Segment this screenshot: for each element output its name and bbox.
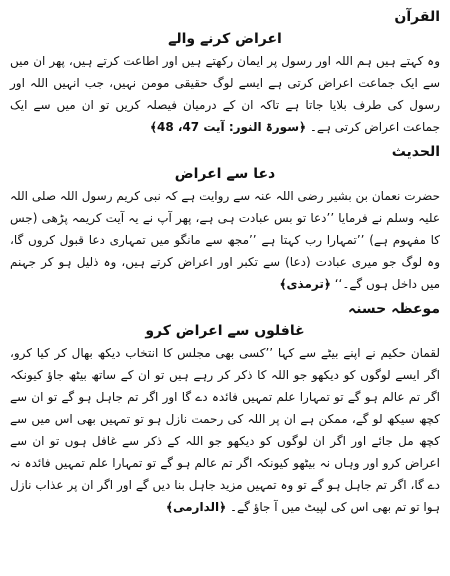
maoiza-subheading: غافلوں سے اعراض کرو: [145, 323, 305, 339]
quran-heading: القرآن: [394, 9, 440, 25]
maoiza-body: لقمان حکیم نے اپنے بیٹے سے کہا ’’کسی بھی مجلس کا انتخاب دیکھ بھال کر کیا کرو، اگر ایسے لوگوں کو دیکھو جو اللہ کا ذکر کر رہے ہیں تو ان کے ساتھ بیٹھ جاؤ کیونکہ اگر تم عالم ہو گے تو تمہارا علم تمہیں فائدہ دے گا اور اگر تم جاہل ہو گے تو ان سے کچھ سیکھ لو گے، ممکن ہے ان پر اللہ کی رحمت نازل ہو تو تمہیں بھی اس میں سے کچھ مل جائے اور اگر ان لوگوں کو دیکھو جو اللہ کے ذکر سے غافل ہوں تو ان سے اعراض کرو اور وہاں نہ بیٹھو کیونکہ اگر تم عالم ہو گے تو تمہارا علم تمہیں فائدہ نہ دے گا، اگر تم جاہل ہو گے تو وہ تمہیں مزید جاہل بنا دیں گے اور اگر ان پر عذاب نازل ہوا تو تم بھی اس کی لپیٹ میں آ جاؤ گے۔: [10, 346, 440, 514]
maoiza-section: [10, 298, 440, 518]
hadith-paragraph: [10, 185, 440, 295]
hadith-heading: الحدیث: [391, 144, 440, 160]
quran-body: وہ کہتے ہیں ہم اللہ اور رسول پر ایمان رکھتے ہیں اور اطاعت کرتے ہیں، پھر ان میں سے ایک جماعت اعراض کرتی ہے ایسے لوگ حقیقی مومن نہیں، جب انہیں اللہ اور رسول کی طرف بلایا جاتا ہے تاکہ ان کے درمیان فیصلہ کریں تو ان میں سے ایک جماعت اعراض کرتی ہے۔: [10, 54, 440, 134]
hadith-body: حضرت نعمان بن بشیر رضی اللہ عنہ سے روایت ہے کہ نبی کریم رسول اللہ صلی اللہ علیہ وسلم نے فرمایا ’’دعا تو بس عبادت ہی ہے، پھر آپ نے یہ آیت کریمہ پڑھی (جس کا مفہوم ہے) ’’تمہارا رب کہتا ہے ’’مجھ سے مانگو میں تمہاری دعا قبول کروں گا، وہ لوگ جو میری عبادت (دعا) سے تکبر اور اعراض کرتے ہیں، وہ ذلیل ہو کر جہنم میں داخل ہوں گے۔‘‘: [10, 189, 440, 291]
maoiza-reference: ﴿الدارمی﴾: [165, 500, 227, 514]
hadith-subheading: دعا سے اعراض: [174, 166, 276, 182]
hadith-reference: ﴿ترمذی﴾: [279, 277, 331, 291]
quran-section: [10, 6, 440, 138]
maoiza-paragraph: [10, 342, 440, 518]
quran-subheading: اعراض کرنے والے: [168, 31, 282, 47]
quran-reference: ﴿سورۃ النور: آیت 47، 48﴾: [149, 120, 307, 134]
maoiza-heading: موعظہ حسنہ: [348, 301, 440, 317]
hadith-section: [10, 141, 440, 295]
quran-paragraph: [10, 50, 440, 138]
